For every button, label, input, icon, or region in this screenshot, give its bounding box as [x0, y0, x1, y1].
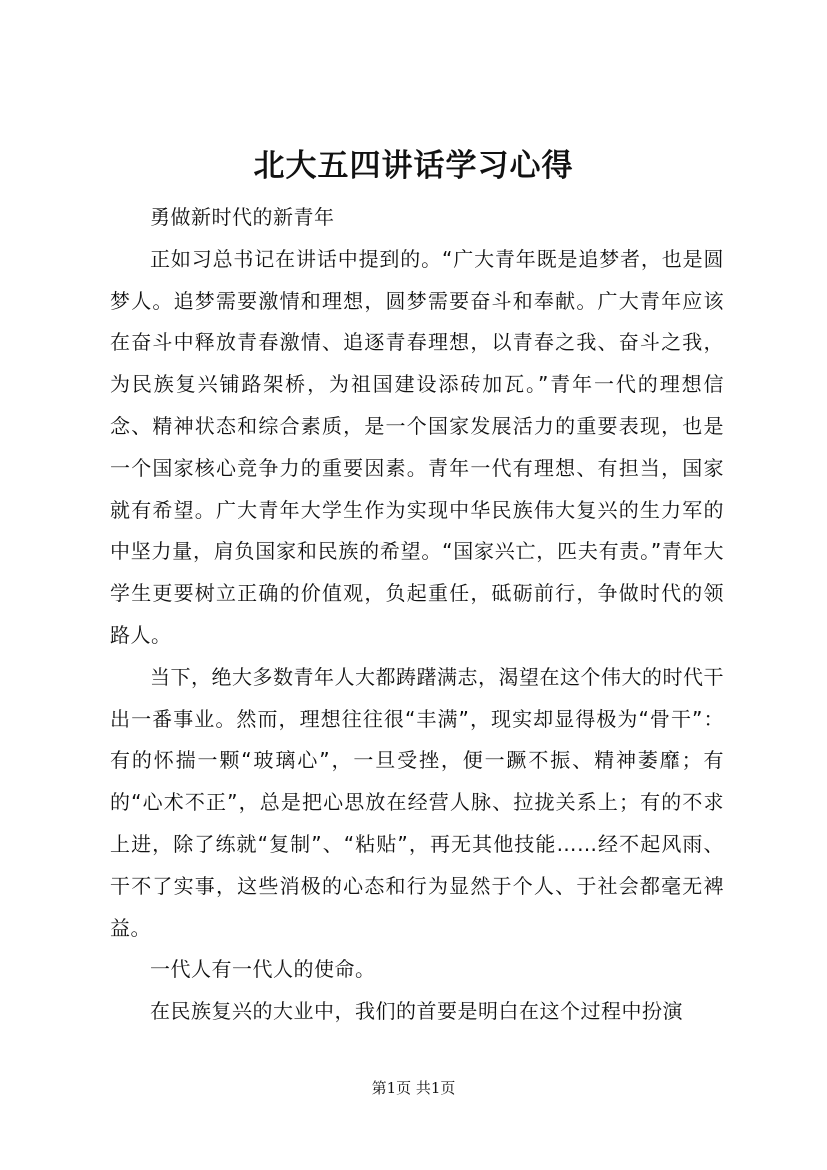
paragraph: 正如习总书记在讲话中提到的。“广大青年既是追梦者，也是圆梦人。追梦需要激情和理想，圆梦需要奋斗和奉献。广大青年应该在奋斗中释放青春激情、追逐青春理想，以青春之我、奋斗之我，为民族复兴铺路架桥，为祖国建设添砖加瓦。”青年一代的理想信念、精神状态和综合素质，是一个国家发展活力的重要表现，也是一个国家核心竞争力的重要因素。青年一代有理想、有担当，国家就有希望。广大青年大学生作为实现中华民族伟大复兴的生力军的中坚力量，肩负国家和民族的希望。“国家兴亡，匹夫有责。”青年大学生更要树立正确的价值观，负起重任，砥砺前行，争做时代的领路人。	[110, 246, 724, 647]
document-body	[110, 197, 724, 1033]
paragraph: 当下，绝大多数青年人大都踌躇满志，渴望在这个伟大的时代干出一番事业。然而，理想往往很“丰满”，现实却显得极为“骨干”：有的怀揣一颗“玻璃心”，一旦受挫，便一蹶不振、精神萎靡；有的“心术不正”，总是把心思放在经营人脉、拉拢关系上；有的不求上进，除了练就“复制”、“粘贴”，再无其他技能……经不起风雨、干不了实事，这些消极的心态和行为显然于个人、于社会都毫无裨益。	[110, 664, 724, 940]
page-number-footer: 第1页 共1页	[371, 1079, 456, 1097]
paragraph: 在民族复兴的大业中，我们的首要是明白在这个过程中扮演	[150, 999, 683, 1024]
paragraph-subtitle: 勇做新时代的新青年	[150, 205, 335, 229]
paragraph: 一代人有一代人的使命。	[150, 957, 376, 982]
document-title: 北大五四讲话学习心得	[253, 148, 574, 184]
